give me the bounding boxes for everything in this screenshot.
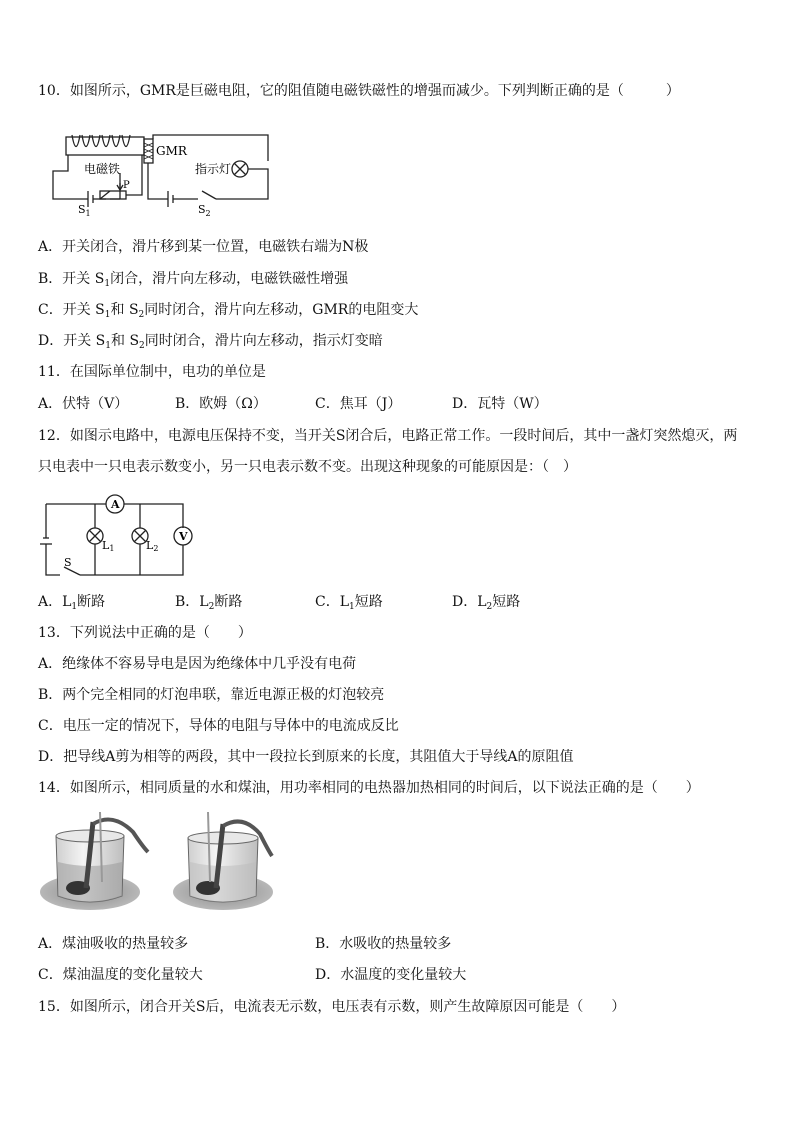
q14-option-d[interactable]: D．水温度的变化量较大 — [315, 967, 467, 983]
q12-circuit-diagram — [40, 492, 190, 582]
q14-option-b[interactable]: B．水吸收的热量较多 — [315, 936, 452, 952]
q11-option-d[interactable]: D．瓦特（W） — [452, 396, 548, 412]
q13-option-c[interactable]: C．电压一定的情况下，导体的电阻与导体中的电流成反比 — [38, 718, 399, 734]
q13-option-d[interactable]: D．把导线A剪为相等的两段，其中一段拉长到原来的长度，其阻值大于导线A的原阻值 — [38, 749, 574, 765]
q15-stem: 15．如图所示，闭合开关S后，电流表无示数，电压表有示数，则产生故障原因可能是（ ） — [38, 999, 626, 1015]
q11-option-a[interactable]: A．伏特（V） — [38, 396, 129, 412]
l2-label: L2 — [146, 539, 159, 553]
q11-option-c[interactable]: C．焦耳（J） — [315, 396, 402, 412]
q13-stem: 13．下列说法中正确的是（ ） — [38, 625, 252, 641]
s2-label: $S_2$ — [198, 203, 211, 218]
q12-option-b[interactable]: B．$L_2$断路 — [175, 594, 243, 612]
q12-stem-line1: 12．如图示电路中，电源电压保持不变，当开关S闭合后，电路正常工作。一段时间后，其中一盏灯突然熄灭，两 — [38, 428, 738, 444]
electromagnet-label: 电磁铁 — [84, 162, 121, 176]
q14-stem: 14．如图所示，相同质量的水和煤油，用功率相同的电热器加热相同的时间后，以下说法正确的是（ ） — [38, 780, 700, 796]
gmr-label: GMR — [156, 144, 187, 158]
q10-option-a[interactable]: A．开关闭合，滑片移到某一位置，电磁铁右端为N极 — [38, 239, 369, 255]
q12-option-c[interactable]: C．$L_1$短路 — [315, 594, 383, 612]
q11-stem: 11．在国际单位制中，电功的单位是 — [38, 364, 266, 380]
ammeter-label: A — [111, 498, 120, 511]
voltmeter-label: V — [179, 530, 188, 543]
q10-stem: 10．如图所示，GMR是巨磁电阻，它的阻值随电磁铁磁性的增强而减少。下列判断正确的是（ ） — [38, 83, 680, 99]
q12-option-d[interactable]: D．$L_2$短路 — [452, 594, 521, 612]
q11-option-b[interactable]: B．欧姆（Ω） — [175, 396, 267, 412]
q14-beakers-image — [38, 812, 278, 930]
s1-label: $S_1$ — [78, 203, 91, 218]
q13-option-b[interactable]: B．两个完全相同的灯泡串联，靠近电源正极的灯泡较亮 — [38, 687, 385, 703]
q10-circuit-diagram — [48, 133, 278, 218]
slider-p-label: P — [123, 180, 130, 191]
q13-option-a[interactable]: A．绝缘体不容易导电是因为绝缘体中几乎没有电荷 — [38, 656, 357, 672]
switch-s-label: S — [64, 556, 72, 569]
q14-option-c[interactable]: C．煤油温度的变化量较大 — [38, 967, 203, 983]
q10-option-c[interactable]: C．开关 $S_1$和 $S_2$同时闭合，滑片向左移动，GMR的电阻变大 — [38, 302, 419, 320]
l1-label: L1 — [102, 539, 115, 553]
indicator-label: 指示灯 — [195, 162, 232, 176]
q10-option-d[interactable]: D．开关 $S_1$和 $S_2$同时闭合，滑片向左移动，指示灯变暗 — [38, 333, 383, 351]
q12-option-a[interactable]: A．$L_1$断路 — [38, 594, 106, 612]
q14-option-a[interactable]: A．煤油吸收的热量较多 — [38, 936, 189, 952]
q10-option-b[interactable]: B．开关 $S_1$闭合，滑片向左移动，电磁铁磁性增强 — [38, 271, 349, 289]
q12-stem-line2: 只电表中一只电表示数变小，另一只电表示数不变。出现这种现象的可能原因是：（ ） — [38, 459, 577, 475]
